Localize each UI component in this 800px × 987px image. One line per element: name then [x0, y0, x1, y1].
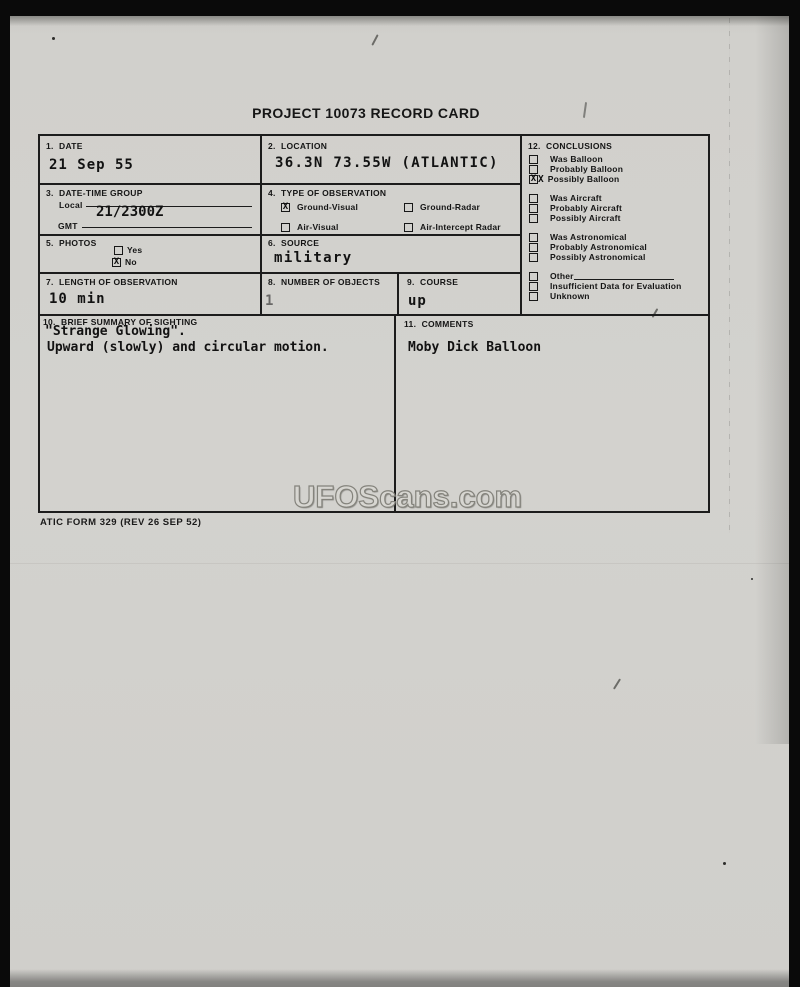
conclusion-label: Probably Balloon — [550, 164, 624, 174]
field-type-of-observation — [262, 183, 520, 234]
record-card — [38, 134, 710, 513]
checkbox-icon — [529, 272, 538, 281]
conclusion-item-possibly-astronomical — [529, 252, 682, 262]
option-label: Ground-Visual — [297, 202, 359, 212]
checkbox-icon — [281, 223, 290, 232]
field-label: 10. BRIEF SUMMARY OF SIGHTING — [43, 317, 198, 327]
option-photos-no — [112, 257, 137, 267]
field-value: 36.3N 73.55W (ATLANTIC) — [275, 155, 499, 171]
field-date — [40, 136, 260, 183]
scan-artifact — [751, 578, 753, 580]
field-value: 21 Sep 55 — [49, 157, 134, 173]
conclusion-item-was-astronomical — [529, 232, 682, 242]
scan-artifact — [52, 37, 55, 40]
field-value: up — [408, 293, 427, 309]
gmt-label: GMT — [58, 221, 78, 231]
field-value: 1 — [265, 293, 275, 309]
field-label: 8. NUMBER OF OBJECTS — [268, 277, 381, 287]
checkbox-icon — [529, 282, 538, 291]
local-label: Local — [59, 200, 83, 210]
summary-line-1: "Strange Glowing". — [45, 324, 186, 339]
conclusion-item-other — [529, 271, 682, 281]
checkbox-icon — [529, 204, 538, 213]
conclusion-item-possibly-aircraft — [529, 213, 682, 223]
paper-sheet — [10, 16, 789, 987]
x-mark: X — [538, 173, 544, 185]
checkbox-icon — [529, 165, 538, 174]
field-label: 11. COMMENTS — [404, 319, 474, 329]
checkbox-icon — [404, 223, 413, 232]
field-location — [262, 136, 520, 183]
field-photos — [40, 234, 260, 272]
field-label: 1. DATE — [46, 141, 83, 151]
checkbox-icon: X — [530, 174, 537, 184]
checkbox-icon — [404, 203, 413, 212]
other-blank-line — [574, 272, 674, 280]
scan-artifact — [371, 34, 378, 46]
conclusion-item-insufficient-data — [529, 281, 682, 291]
checkbox-icon — [529, 243, 538, 252]
checkbox-icon: X — [113, 257, 120, 267]
conclusion-item-was-balloon — [529, 154, 682, 164]
option-label: Yes — [127, 245, 143, 255]
option-air-visual — [281, 222, 339, 232]
gmt-value: 21/2300Z — [96, 204, 164, 220]
checkbox-icon — [529, 253, 538, 262]
field-value: Moby Dick Balloon — [408, 340, 542, 355]
checkbox-icon — [529, 194, 538, 203]
conclusion-label: Possibly Astronomical — [550, 252, 646, 262]
checkbox-icon — [529, 214, 538, 223]
watermark: UFOScans.com — [293, 479, 523, 514]
fold-line — [729, 18, 730, 533]
conclusion-label: Possibly Balloon — [547, 174, 620, 184]
conclusion-item-probably-balloon — [529, 164, 682, 174]
conclusion-label: Probably Aircraft — [550, 203, 623, 213]
option-label: Air-Intercept Radar — [420, 222, 501, 232]
checkbox-icon — [529, 292, 538, 301]
field-number-of-objects — [262, 272, 397, 314]
scan-shadow-top — [10, 16, 789, 26]
scan-shadow-right — [755, 16, 789, 744]
option-ground-visual — [281, 202, 358, 212]
option-label: Air-Visual — [297, 222, 339, 232]
option-label: Ground-Radar — [420, 202, 481, 212]
field-value: 10 min — [49, 291, 106, 307]
conclusion-label: Other — [550, 271, 574, 281]
conclusion-label: Unknown — [550, 291, 590, 301]
conclusion-label: Was Aircraft — [550, 193, 602, 203]
checkbox-icon — [114, 246, 123, 255]
option-label: No — [125, 257, 137, 267]
paper-crease — [10, 563, 789, 564]
option-air-intercept-radar — [404, 222, 501, 232]
conclusion-label: Possibly Aircraft — [550, 213, 621, 223]
field-source — [262, 234, 520, 272]
field-date-time-group — [40, 183, 260, 234]
conclusion-item-possibly-balloon — [529, 174, 682, 184]
field-label: 4. TYPE OF OBSERVATION — [268, 188, 387, 198]
conclusion-item-probably-astronomical — [529, 242, 682, 252]
checkbox-icon — [529, 155, 538, 164]
summary-line-2: Upward (slowly) and circular motion. — [47, 340, 329, 355]
conclusion-item-probably-aircraft — [529, 203, 682, 213]
page-title: PROJECT 10073 RECORD CARD — [252, 105, 480, 121]
field-conclusions — [522, 136, 712, 314]
option-ground-radar — [404, 202, 480, 212]
field-label: 2. LOCATION — [268, 141, 328, 151]
checkbox-icon: X — [282, 202, 289, 212]
conclusion-item-unknown — [529, 291, 682, 301]
scan-artifact — [613, 678, 621, 689]
scan-shadow-bottom — [10, 969, 789, 987]
field-length-of-observation — [40, 272, 260, 314]
field-label: 3. DATE-TIME GROUP — [46, 188, 143, 198]
field-label: 7. LENGTH OF OBSERVATION — [46, 277, 178, 287]
field-value: military — [274, 250, 353, 266]
conclusion-label: Probably Astronomical — [550, 242, 647, 252]
field-label: 9. COURSE — [407, 277, 459, 287]
field-label: 5. PHOTOS — [46, 238, 97, 248]
form-number: ATIC FORM 329 (REV 26 SEP 52) — [40, 517, 202, 528]
conclusion-item-was-aircraft — [529, 193, 682, 203]
field-label: 12. CONCLUSIONS — [528, 141, 613, 151]
conclusion-list — [529, 154, 682, 301]
gmt-blank-line — [82, 219, 252, 228]
field-label: 6. SOURCE — [268, 238, 320, 248]
field-course — [399, 272, 520, 314]
checkbox-icon — [529, 233, 538, 242]
option-photos-yes — [114, 245, 142, 255]
conclusion-label: Was Astronomical — [550, 232, 627, 242]
scan-artifact — [723, 862, 726, 865]
conclusion-label: Was Balloon — [550, 154, 603, 164]
conclusion-label: Insufficient Data for Evaluation — [550, 281, 682, 291]
